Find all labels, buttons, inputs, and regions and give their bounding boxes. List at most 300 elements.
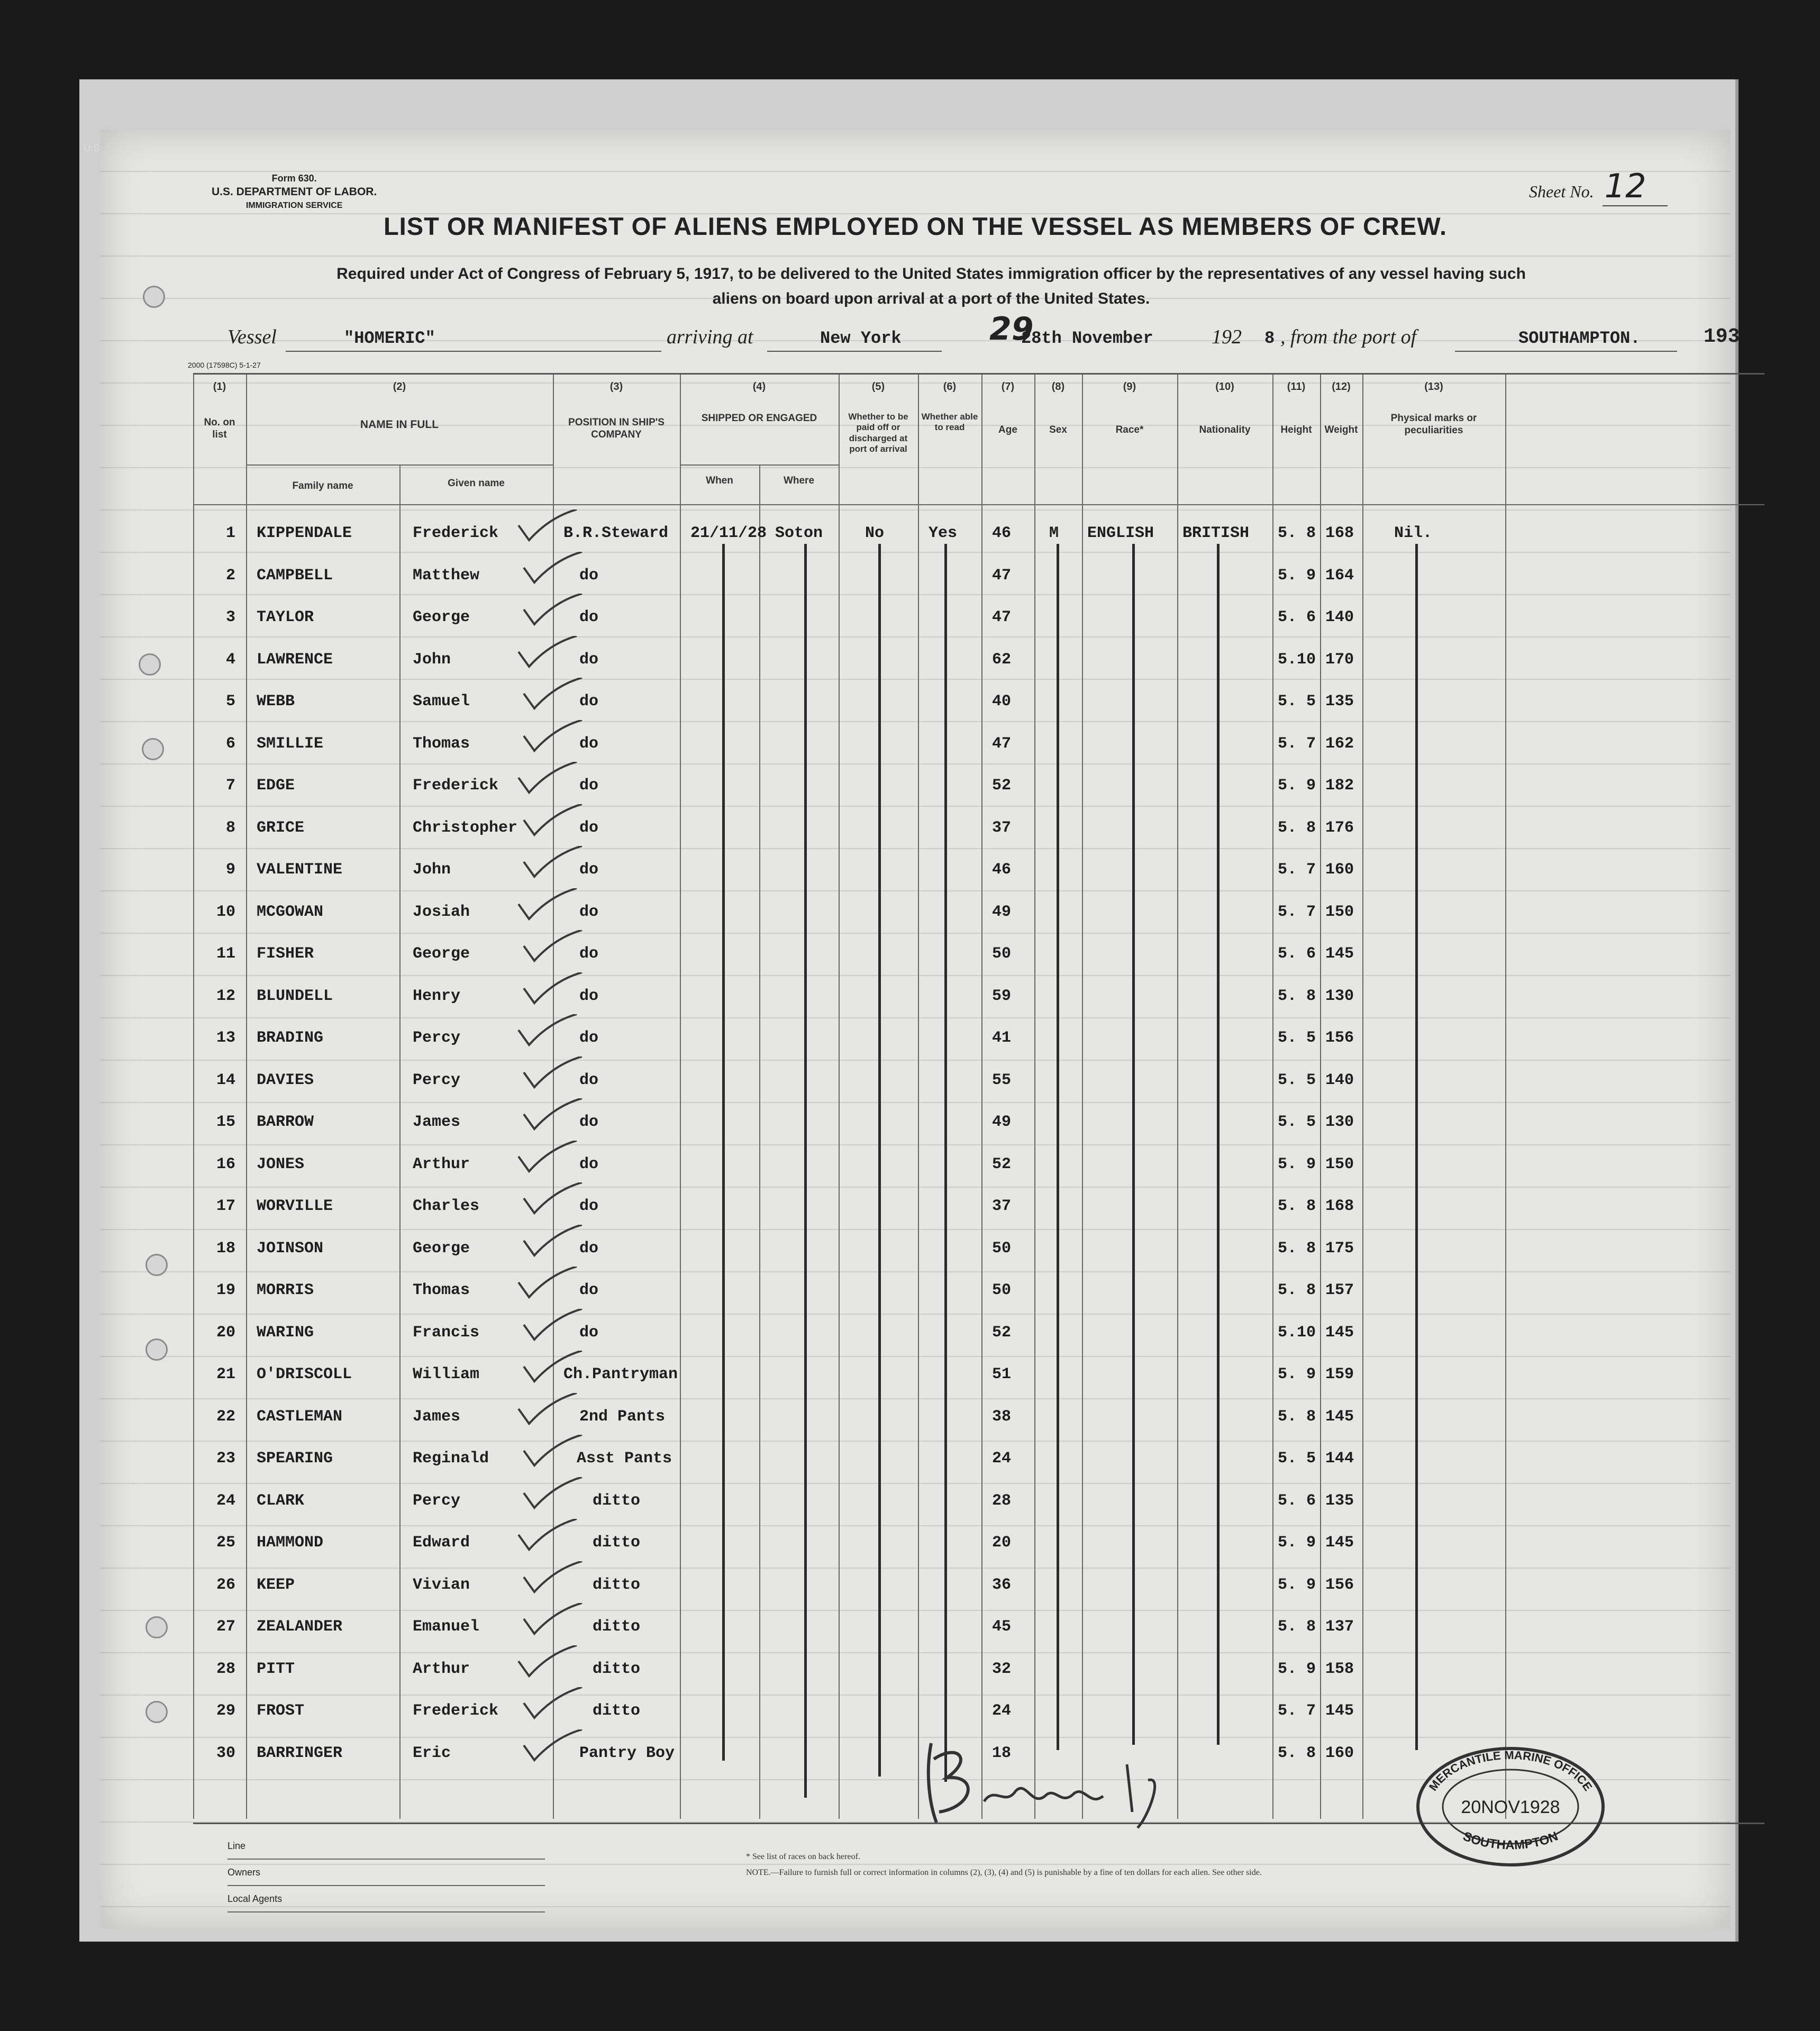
age: 62	[992, 650, 1012, 669]
row-number: 6	[225, 734, 235, 753]
height: 5. 8	[1278, 1239, 1316, 1258]
given-name: Charles	[413, 1197, 480, 1215]
given-name: Matthew	[413, 566, 480, 585]
shipped-when: 21/11/28	[690, 524, 767, 542]
check-mark-icon	[521, 1435, 585, 1472]
check-mark-icon	[521, 552, 585, 589]
given-name: George	[413, 608, 470, 626]
mercantile-marine-office-stamp	[1413, 1743, 1608, 1870]
family-name: KIPPENDALE	[257, 524, 352, 542]
given-name: John	[413, 650, 451, 669]
owners-field: Owners	[228, 1860, 545, 1886]
footer-notes	[746, 1849, 1262, 1881]
position: B.R.Steward	[563, 524, 669, 542]
manifest-sheet	[101, 130, 1740, 1928]
weight: 130	[1325, 987, 1354, 1005]
check-mark-icon	[521, 1182, 585, 1219]
family-name-header: Family name	[292, 480, 353, 491]
shipped-where: Soton	[775, 524, 823, 542]
race-value: ENGLISH	[1087, 524, 1154, 542]
row-number: 14	[216, 1071, 235, 1089]
height: 5. 8	[1278, 1197, 1316, 1215]
subtitle-line-1: Required under Act of Congress of February 5, 1917, to be delivered to the United States immigration officer by the representatives of any vessel having such	[336, 265, 1526, 283]
weight: 160	[1325, 861, 1354, 879]
row-number: 9	[225, 861, 235, 879]
crew-row	[193, 1645, 1764, 1688]
height: 5. 8	[1278, 524, 1316, 542]
family-name: DAVIES	[257, 1071, 314, 1089]
row-number: 11	[216, 945, 235, 963]
position: do	[579, 1113, 599, 1131]
age: 49	[992, 903, 1012, 921]
age: 52	[992, 1323, 1012, 1342]
age: 50	[992, 1281, 1012, 1299]
crew-row	[193, 552, 1764, 594]
position: do	[579, 945, 599, 963]
family-name: FROST	[257, 1702, 305, 1720]
check-mark-icon	[521, 1351, 585, 1388]
punch-hole	[145, 1338, 168, 1361]
check-mark-icon	[521, 1225, 585, 1262]
position: ditto	[593, 1702, 641, 1720]
subtitle-line-2: aliens on board upon arrival at a port of the United States.	[712, 289, 1150, 307]
family-name: TAYLOR	[257, 608, 314, 626]
given-name: Francis	[413, 1323, 480, 1342]
check-mark-icon	[516, 1519, 579, 1556]
height: 5. 8	[1278, 818, 1316, 837]
height: 5. 8	[1278, 1407, 1316, 1426]
age: 46	[992, 524, 1012, 542]
weight: 156	[1325, 1029, 1354, 1047]
check-mark-icon	[521, 1098, 585, 1135]
check-mark-icon	[516, 1393, 579, 1430]
col-7-number: (7)	[1001, 381, 1015, 393]
crew-row	[193, 509, 1764, 552]
vessel-line	[228, 311, 1740, 352]
height: 5. 6	[1278, 1491, 1316, 1510]
weight: 145	[1325, 1407, 1354, 1426]
given-name: Percy	[413, 1491, 461, 1510]
row-number: 3	[225, 608, 235, 626]
age: 51	[992, 1365, 1012, 1383]
given-name: Emanuel	[413, 1618, 480, 1636]
col-2-header: NAME IN FULL	[360, 418, 439, 431]
col-11-number: (11)	[1287, 381, 1306, 393]
crew-row	[193, 1393, 1764, 1435]
col-2-number: (2)	[393, 381, 406, 393]
age: 52	[992, 1155, 1012, 1173]
given-name: Christopher	[413, 818, 518, 837]
given-name: Percy	[413, 1029, 461, 1047]
family-name: WEBB	[257, 693, 295, 711]
weight: 164	[1325, 566, 1354, 585]
col-3-number: (3)	[609, 381, 623, 393]
form-print-code: 2000 (17598C) 5-1-27	[188, 361, 261, 369]
family-name: BARRINGER	[257, 1744, 343, 1762]
family-name: O'DRISCOLL	[257, 1365, 352, 1383]
paid-off-value: No	[865, 524, 885, 542]
check-mark-icon	[521, 1057, 585, 1094]
family-name: CASTLEMAN	[257, 1407, 343, 1426]
check-mark-icon	[516, 636, 579, 673]
given-name: George	[413, 1239, 470, 1258]
col-5-header: Whether to be paid off or discharged at port of arrival	[848, 412, 908, 454]
crew-row	[193, 720, 1764, 762]
where-header: Where	[783, 475, 815, 486]
punch-hole	[145, 1254, 168, 1276]
height: 5. 7	[1278, 861, 1316, 879]
family-name: LAWRENCE	[257, 650, 333, 669]
crew-row	[193, 1351, 1764, 1393]
family-name: MCGOWAN	[257, 903, 324, 921]
age: 37	[992, 818, 1012, 837]
footer-signoff	[228, 1833, 545, 1912]
row-number: 1	[225, 524, 235, 542]
age: 50	[992, 1239, 1012, 1258]
row-number: 26	[216, 1575, 235, 1594]
family-name: CAMPBELL	[257, 566, 333, 585]
weight: 168	[1325, 524, 1354, 542]
check-mark-icon	[521, 1477, 585, 1514]
row-number: 16	[216, 1155, 235, 1173]
position: do	[579, 693, 599, 711]
col-4-number: (4)	[752, 381, 766, 393]
family-name: PITT	[257, 1660, 295, 1678]
crew-row	[193, 1519, 1764, 1561]
row-number: 13	[216, 1029, 235, 1047]
col-7-header: Age	[998, 424, 1017, 435]
height: 5. 9	[1278, 1155, 1316, 1173]
row-number: 25	[216, 1534, 235, 1552]
weight: 135	[1325, 693, 1354, 711]
crew-row	[193, 1561, 1764, 1604]
punch-hole	[143, 286, 165, 308]
given-name: Eric	[413, 1744, 451, 1762]
row-number: 7	[225, 777, 235, 795]
check-mark-icon	[516, 509, 579, 547]
punch-hole	[145, 1616, 168, 1638]
height: 5. 5	[1278, 1450, 1316, 1468]
row-number: 2	[225, 566, 235, 585]
position: ditto	[593, 1491, 641, 1510]
document-title: LIST OR MANIFEST OF ALIENS EMPLOYED ON THE VESSEL AS MEMBERS OF CREW.	[383, 212, 1448, 240]
check-mark-icon	[521, 1729, 585, 1766]
height: 5. 5	[1278, 693, 1316, 711]
height: 5. 9	[1278, 566, 1316, 585]
punch-hole	[145, 1701, 168, 1723]
given-name: Samuel	[413, 693, 470, 711]
given-name: Arthur	[413, 1660, 470, 1678]
height: 5. 9	[1278, 1534, 1316, 1552]
vessel-label: Vessel	[228, 326, 277, 348]
form-number: Form 630.	[271, 173, 317, 184]
crew-row	[193, 678, 1764, 720]
date-handwritten: 29	[989, 311, 1034, 348]
check-mark-icon	[516, 762, 579, 799]
row-number: 17	[216, 1197, 235, 1215]
row-number: 20	[216, 1323, 235, 1342]
weight: 158	[1325, 1660, 1354, 1678]
weight: 156	[1325, 1575, 1354, 1594]
position: ditto	[593, 1575, 641, 1594]
crew-row	[193, 1477, 1764, 1519]
weight: 175	[1325, 1239, 1354, 1258]
given-name: Vivian	[413, 1575, 470, 1594]
position: do	[579, 818, 599, 837]
height: 5. 7	[1278, 734, 1316, 753]
age: 46	[992, 861, 1012, 879]
given-name: Josiah	[413, 903, 470, 921]
family-name: KEEP	[257, 1575, 295, 1594]
given-name: Frederick	[413, 777, 499, 795]
height: 5.10	[1278, 1323, 1316, 1342]
given-name: Arthur	[413, 1155, 470, 1173]
position: do	[579, 566, 599, 585]
family-name: CLARK	[257, 1491, 305, 1510]
family-name: BLUNDELL	[257, 987, 333, 1005]
age: 47	[992, 608, 1012, 626]
check-mark-icon	[521, 1561, 585, 1598]
svg-text:SOUTHAMPTON: SOUTHAMPTON	[1461, 1829, 1560, 1853]
crew-row	[193, 1603, 1764, 1645]
check-mark-icon	[516, 888, 579, 925]
row-number: 28	[216, 1660, 235, 1678]
age: 47	[992, 734, 1012, 753]
col-8-number: (8)	[1051, 381, 1065, 393]
crew-row	[193, 1141, 1764, 1183]
height: 5. 5	[1278, 1029, 1316, 1047]
position: do	[579, 650, 599, 669]
age: 52	[992, 777, 1012, 795]
weight: 144	[1325, 1450, 1354, 1468]
given-name: Thomas	[413, 1281, 470, 1299]
row-number: 10	[216, 903, 235, 921]
height: 5. 7	[1278, 1702, 1316, 1720]
given-name: Reginald	[413, 1450, 489, 1468]
sex-value: M	[1049, 524, 1059, 542]
crew-row	[193, 1182, 1764, 1225]
col-5-number: (5)	[871, 381, 885, 393]
weight: 150	[1325, 903, 1354, 921]
position: do	[579, 903, 599, 921]
age: 24	[992, 1450, 1012, 1468]
able-to-read-value: Yes	[929, 524, 958, 542]
col-1-header: No. on list	[204, 417, 235, 440]
given-name: William	[413, 1365, 480, 1383]
family-name: MORRIS	[257, 1281, 314, 1299]
age: 18	[992, 1744, 1012, 1762]
age: 32	[992, 1660, 1012, 1678]
family-name: WORVILLE	[257, 1197, 333, 1215]
age: 41	[992, 1029, 1012, 1047]
from-label: , from the port of	[1280, 326, 1417, 348]
family-name: VALENTINE	[257, 861, 343, 879]
page-reference: 193	[1704, 325, 1740, 348]
check-mark-icon	[521, 678, 585, 715]
position: Pantry Boy	[579, 1744, 675, 1762]
document-subtitle	[217, 262, 1645, 311]
row-number: 24	[216, 1491, 235, 1510]
family-name: BRADING	[257, 1029, 324, 1047]
position: ditto	[593, 1618, 641, 1636]
family-name: SPEARING	[257, 1450, 333, 1468]
weight: 157	[1325, 1281, 1354, 1299]
age: 20	[992, 1534, 1012, 1552]
col-13-number: (13)	[1424, 381, 1443, 393]
margin-mark: U.S	[84, 143, 100, 153]
weight: 145	[1325, 945, 1354, 963]
weight: 162	[1325, 734, 1354, 753]
form-header	[212, 172, 377, 211]
position: do	[579, 1323, 599, 1342]
physical-marks-value: Nil.	[1394, 524, 1433, 542]
crew-row	[193, 972, 1764, 1015]
age: 50	[992, 945, 1012, 963]
weight: 176	[1325, 818, 1354, 837]
family-name: HAMMOND	[257, 1534, 324, 1552]
col-10-number: (10)	[1215, 381, 1234, 393]
age: 45	[992, 1618, 1012, 1636]
from-port: SOUTHAMPTON.	[1518, 329, 1641, 348]
crew-table	[193, 373, 1764, 1819]
check-mark-icon	[521, 594, 585, 631]
punch-hole	[139, 653, 161, 676]
col-12-header: Weight	[1324, 424, 1358, 435]
col-6-number: (6)	[943, 381, 957, 393]
position: Asst Pants	[577, 1450, 672, 1468]
vessel-name: "HOMERIC"	[344, 329, 435, 348]
nationality-value: BRITISH	[1182, 524, 1250, 542]
check-mark-icon	[516, 1141, 579, 1178]
races-note: * See list of races on back hereof.	[746, 1852, 860, 1861]
height: 5. 7	[1278, 903, 1316, 921]
punch-hole	[142, 738, 164, 760]
weight: 140	[1325, 1071, 1354, 1089]
height: 5. 8	[1278, 987, 1316, 1005]
height: 5. 8	[1278, 1744, 1316, 1762]
year-suffix: 8	[1264, 329, 1275, 348]
svg-text:20NOV1928: 20NOV1928	[1461, 1797, 1560, 1817]
height: 5. 5	[1278, 1113, 1316, 1131]
col-12-number: (12)	[1332, 381, 1351, 393]
crew-row	[193, 1309, 1764, 1351]
arrival-date: 28th November	[1021, 329, 1153, 348]
col-6-header: Whether able to read	[921, 412, 978, 433]
age: 59	[992, 987, 1012, 1005]
position: 2nd Pants	[579, 1407, 666, 1426]
check-mark-icon	[516, 1645, 579, 1682]
height: 5. 8	[1278, 1281, 1316, 1299]
position: do	[579, 1281, 599, 1299]
row-number: 19	[216, 1281, 235, 1299]
given-name: Thomas	[413, 734, 470, 753]
col-11-header: Height	[1280, 424, 1312, 435]
crew-row	[193, 1225, 1764, 1267]
row-number: 29	[216, 1702, 235, 1720]
given-name: James	[413, 1113, 461, 1131]
sheet-number: 12	[1603, 167, 1668, 206]
given-name: Frederick	[413, 524, 499, 542]
height: 5. 6	[1278, 945, 1316, 963]
height: 5. 9	[1278, 1660, 1316, 1678]
family-name: FISHER	[257, 945, 314, 963]
family-name: JOINSON	[257, 1239, 324, 1258]
row-number: 21	[216, 1365, 235, 1383]
position: do	[579, 1239, 599, 1258]
given-name: Edward	[413, 1534, 470, 1552]
family-name: SMILLIE	[257, 734, 324, 753]
weight: 140	[1325, 608, 1354, 626]
given-name: George	[413, 945, 470, 963]
check-mark-icon	[516, 1014, 579, 1051]
check-mark-icon	[521, 1687, 585, 1724]
sheet-label: Sheet No.	[1529, 182, 1594, 201]
weight: 150	[1325, 1155, 1354, 1173]
crew-row	[193, 1098, 1764, 1141]
when-header: When	[706, 475, 733, 486]
weight: 160	[1325, 1744, 1354, 1762]
check-mark-icon	[521, 804, 585, 841]
col-13-header: Physical marks or peculiarities	[1390, 413, 1477, 436]
penalty-note: NOTE.—Failure to furnish full or correct information in columns (2), (3), (4) and (5) is punishable by a fine of ten dollars for each alien. See other side.	[746, 1868, 1262, 1877]
col-9-header: Race*	[1115, 424, 1144, 435]
given-name: Percy	[413, 1071, 461, 1089]
col-4-header: SHIPPED OR ENGAGED	[701, 413, 817, 424]
check-mark-icon	[521, 1309, 585, 1346]
family-name: JONES	[257, 1155, 305, 1173]
height: 5. 9	[1278, 777, 1316, 795]
check-mark-icon	[521, 1603, 585, 1640]
crew-row	[193, 888, 1764, 931]
crew-row	[193, 636, 1764, 678]
crew-row	[193, 594, 1764, 636]
given-name: John	[413, 861, 451, 879]
height: 5. 8	[1278, 1618, 1316, 1636]
department-name: U.S. DEPARTMENT OF LABOR.	[212, 186, 377, 198]
position: do	[579, 1197, 599, 1215]
check-mark-icon	[521, 930, 585, 967]
age: 38	[992, 1407, 1012, 1426]
weight: 135	[1325, 1491, 1354, 1510]
check-mark-icon	[521, 720, 585, 757]
col-1-number: (1)	[213, 381, 226, 393]
family-name: WARING	[257, 1323, 314, 1342]
row-number: 22	[216, 1407, 235, 1426]
weight: 170	[1325, 650, 1354, 669]
check-mark-icon	[521, 846, 585, 883]
position: do	[579, 987, 599, 1005]
position: ditto	[593, 1660, 641, 1678]
line-field: Line	[228, 1833, 545, 1860]
age: 36	[992, 1575, 1012, 1594]
sheet-number-block	[1529, 167, 1668, 205]
signature	[915, 1727, 1190, 1833]
crew-row	[193, 1435, 1764, 1477]
row-number: 5	[225, 693, 235, 711]
age: 49	[992, 1113, 1012, 1131]
year-prefix: 192	[1212, 326, 1242, 348]
crew-row	[193, 1057, 1764, 1099]
age: 24	[992, 1702, 1012, 1720]
row-number: 27	[216, 1618, 235, 1636]
weight: 145	[1325, 1534, 1354, 1552]
given-name: James	[413, 1407, 461, 1426]
family-name: GRICE	[257, 818, 305, 837]
weight: 145	[1325, 1702, 1354, 1720]
position: do	[579, 1071, 599, 1089]
row-number: 4	[225, 650, 235, 669]
weight: 130	[1325, 1113, 1354, 1131]
